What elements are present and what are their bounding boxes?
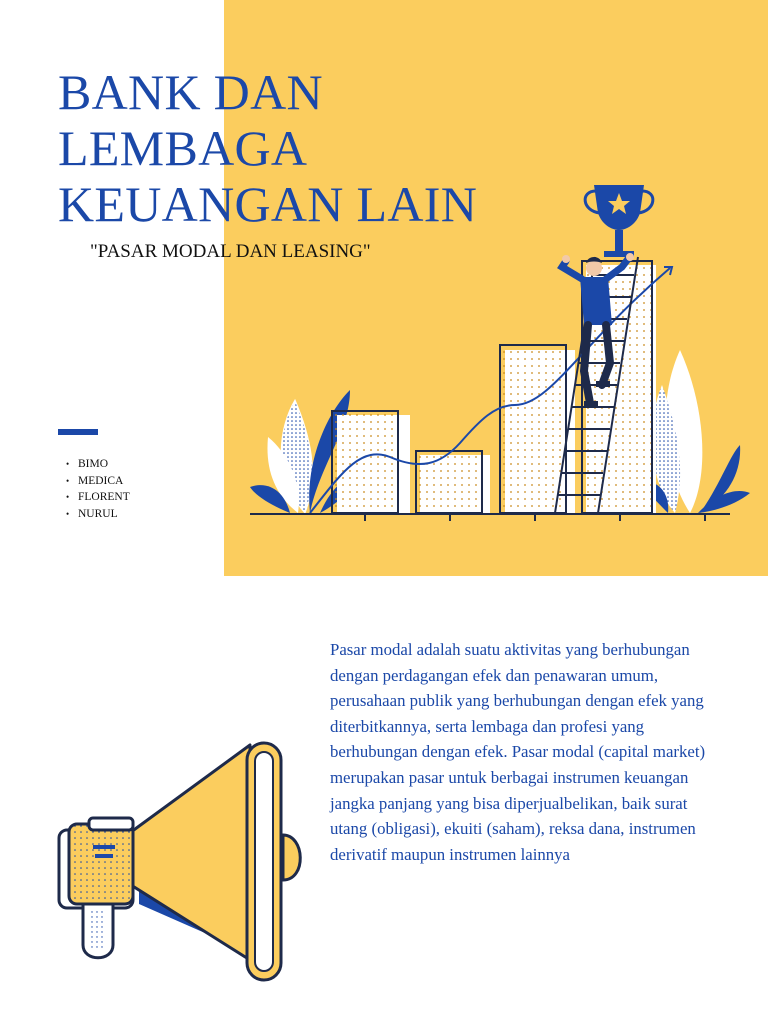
member-item: • NURUL — [66, 506, 130, 523]
megaphone-icon — [55, 740, 315, 985]
title-line-1: BANK DAN — [58, 64, 323, 120]
member-item: • BIMO — [66, 456, 130, 473]
bar-3 — [500, 345, 575, 513]
accent-divider — [58, 429, 98, 435]
trophy-icon — [585, 185, 653, 257]
member-item: • MEDICA — [66, 473, 130, 490]
subtitle: "PASAR MODAL DAN LEASING" — [90, 241, 371, 262]
right-plant-icon — [640, 350, 750, 513]
bar-1 — [332, 411, 410, 513]
title-line-2: LEMBAGA — [58, 120, 308, 176]
title-line-3: KEUANGAN LAIN — [58, 176, 478, 232]
member-list — [66, 456, 130, 522]
growth-chart-illustration — [250, 175, 750, 530]
bar-2 — [416, 451, 490, 513]
body-paragraph: Pasar modal adalah suatu aktivitas yang berhubungan dengan perdagangan efek dan penawaran umum, perusahaan publik yang berhubungan dengan efek yang diterbitkannya, serta lembaga dan profesi yang berhubungan dengan efek. Pasar modal (capital market) merupakan pasar untuk berbagai instrumen keuangan jangka panjang yang bisa diperjualbelikan, baik surat utang (obligasi), ekuiti (saham), reksa dana, instrumen derivatif maupun instrumen lainnya — [330, 640, 706, 864]
member-item: • FLORENT — [66, 489, 130, 506]
